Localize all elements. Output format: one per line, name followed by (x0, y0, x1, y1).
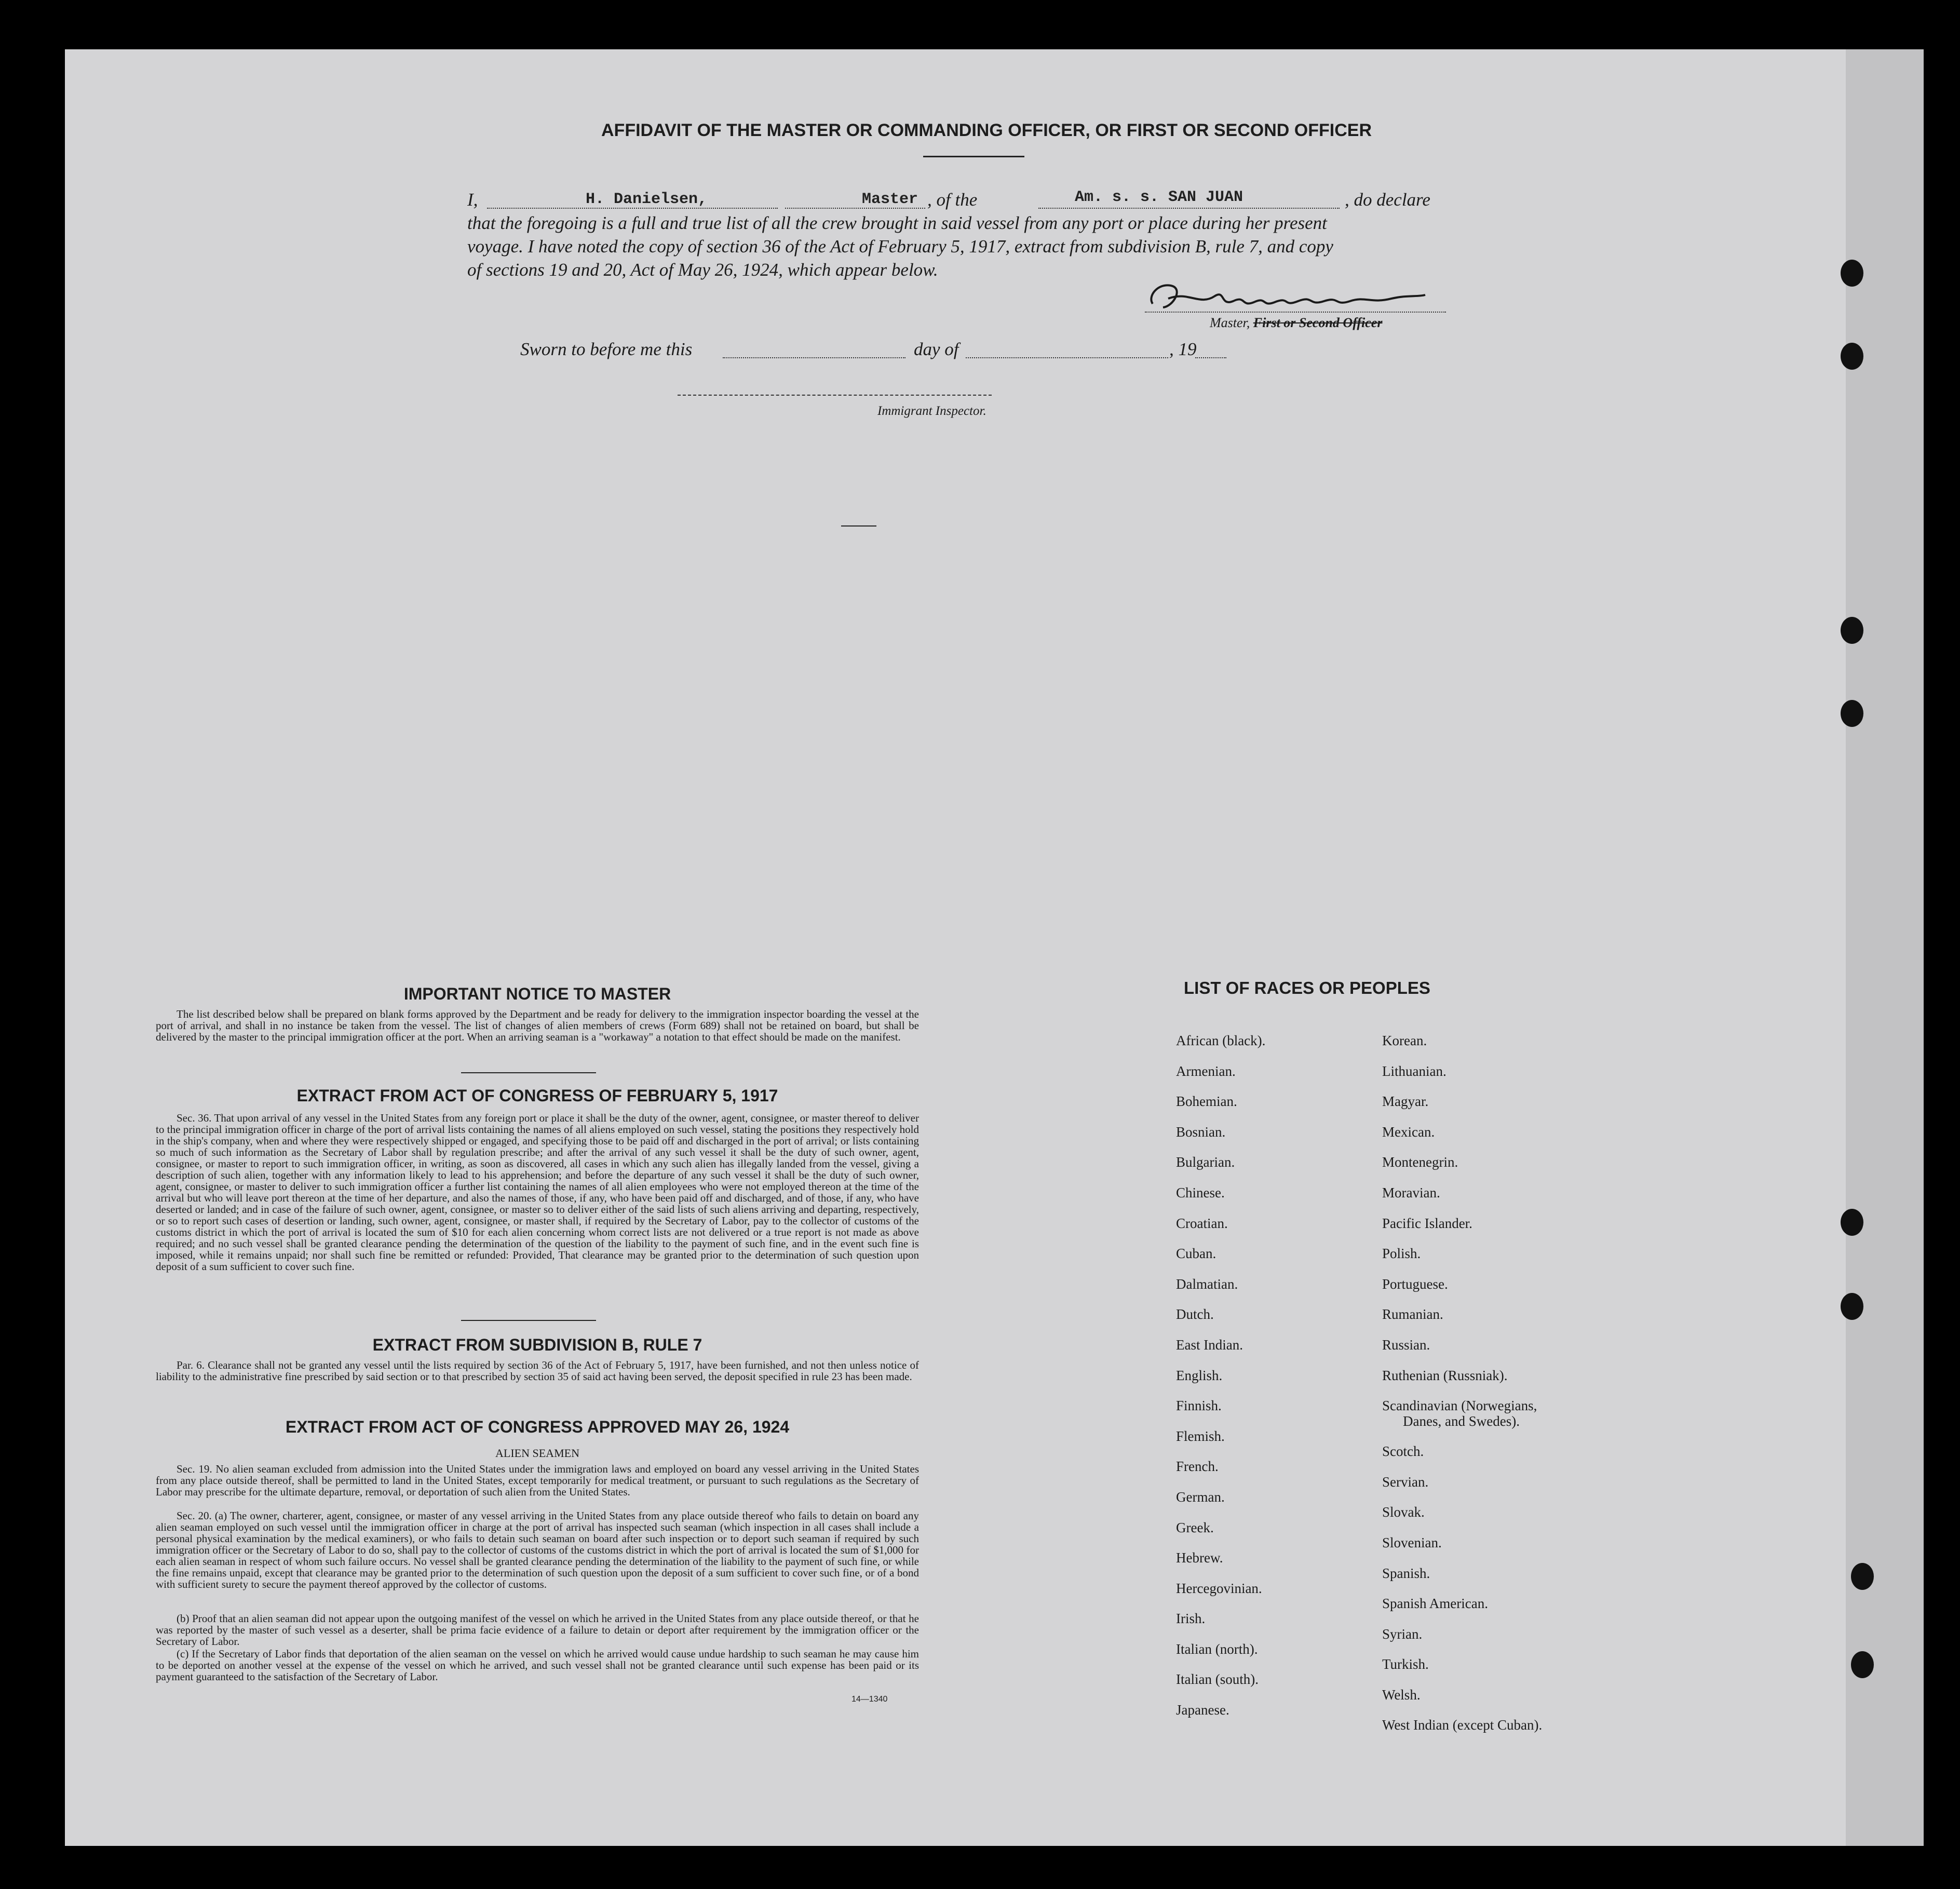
alien-seamen-subtitle: ALIEN SEAMEN (495, 1447, 579, 1460)
race-item: Rumanian. (1382, 1306, 1443, 1323)
year-prefix-label: , 19 (1169, 339, 1197, 359)
master-caption: Master, (1210, 315, 1250, 330)
race-item: Scotch. (1382, 1443, 1424, 1460)
extract-1917-title: EXTRACT FROM ACT OF CONGRESS OF FEBRUARY 5, 1917 (296, 1086, 778, 1105)
race-item: West Indian (except Cuban). (1382, 1717, 1543, 1733)
extract-1917-body: Sec. 36. That upon arrival of any vessel in the United States from any foreign port or place it shall be the duty of the owner, agent, consignee, or master thereof to deliver to the principal immigration officer in charge of the port of arrival lists containing the names of all aliens employed on such vessel, stating the positions they respectively hold in the ship's company, when and where they were respectively shipped or engaged, and specifying those to be paid off and discharged in the port of arrival; or lists containing so much of such information as the Secretary of Labor shall by regulation prescribe; and after the arrival of any such vessel it shall be the duty of such owner, agent, consignee, or master to report to such immigration officer, in writing, as soon as discovered, all cases in which any such alien has illegally landed from the vessel, giving a description of such alien, together with any information likely to lead to his apprehension; and before the departure of any such vessel it shall be the duty of such owner, agent, consignee, or master to deliver to such immigration officer a further list containing the names of all alien employees who were not employed thereon at the time of the arrival but who will leave port thereon at the time of her departure, and also the names of those, if any, who have been paid off and discharged, and of those, if any, who have deserted or landed; and in case of the failure of such owner, agent, consignee, or master so to deliver either of the said lists of such aliens arriving and departing, respectively, or so to report such cases of desertion or landing, such owner, agent, consignee, or master shall, if required by the Secretary of Labor, pay to the collector of customs of the customs district in which the port of arrival is located the sum of $10 for each alien concerning whom correct lists are not delivered or a true report is not made as above required; and no such vessel shall be granted clearance pending the determination of the question of the liability to the payment of such fine, and in the event such fine is imposed, while it remains unpaid; nor shall such fine be remitted or refunded: Provided, That clearance may be granted prior to the determination of such question upon deposit of a sum sufficient to cover such fine. (156, 1112, 919, 1273)
race-item: Dutch. (1176, 1306, 1214, 1323)
race-item: East Indian. (1176, 1337, 1243, 1353)
race-item: Flemish. (1176, 1428, 1225, 1444)
binder-hole (1841, 617, 1863, 644)
binder-hole (1851, 1651, 1874, 1678)
race-item: Chinese. (1176, 1184, 1225, 1200)
race-item: Hebrew. (1176, 1550, 1223, 1566)
affidavit-title: AFFIDAVIT OF THE MASTER OR COMMANDING OFFICER, OR FIRST OR SECOND OFFICER (601, 120, 1372, 140)
race-item: Bulgarian. (1176, 1154, 1235, 1170)
race-item: Hercegovinian. (1176, 1580, 1262, 1596)
race-item: Slovenian. (1382, 1534, 1442, 1550)
race-item: Finnish. (1176, 1398, 1222, 1414)
race-item: French. (1176, 1459, 1219, 1475)
race-item: African (black). (1176, 1033, 1266, 1048)
race-item: Lithuanian. (1382, 1063, 1447, 1079)
race-item: English. (1176, 1367, 1223, 1383)
signature-line (1145, 312, 1446, 313)
of-the-label: , of the (927, 190, 978, 210)
race-item: Mexican. (1382, 1124, 1435, 1140)
inspector-line (678, 395, 992, 396)
affidavit-line-2: that the foregoing is a full and true list of all the crew brought in said vessel from any port or place during her present (467, 213, 1327, 233)
notice-body: The list described below shall be prepared on blank forms approved by the Department and be ready for delivery to the immigration inspector boarding the vessel at the port of arrival, and shall in no instance be taken from the vessel. The list of changes of alien members of crews (Form 689) shall not be retained on board, but shall be delivered by the master to the principal immigration officer at the port. When an arriving seaman is a "workaway" a notation to that effect should be made on the manifest. (156, 1008, 919, 1043)
short-rule (841, 525, 876, 527)
race-item: Italian (south). (1176, 1671, 1259, 1688)
race-item: Slovak. (1382, 1504, 1425, 1520)
race-item: Greek. (1176, 1519, 1214, 1535)
race-item: Croatian. (1176, 1215, 1228, 1231)
race-item: Spanish American. (1382, 1596, 1488, 1612)
affidavit-line-4: of sections 19 and 20, Act of May 26, 1924, which appear below. (467, 260, 938, 280)
race-item: Ruthenian (Russniak). (1382, 1367, 1508, 1383)
race-item: Bosnian. (1176, 1124, 1226, 1140)
race-item: Bohemian. (1176, 1094, 1237, 1110)
race-item: Cuban. (1176, 1246, 1216, 1262)
affidavit-line-3: voyage. I have noted the copy of section 36 of the Act of February 5, 1917, extract from subdivision B, rule 7, and copy (467, 236, 1333, 257)
subdivision-body: Par. 6. Clearance shall not be granted any vessel until the lists required by section 36 of the Act of February 5, 1917, have been furnished, and not then unless notice of liability to the administrative fine prescribed by said section or to that prescribed by section 35 of said act having been served, the deposit specified in rule 23 has been made. (156, 1359, 919, 1383)
race-item: Pacific Islander. (1382, 1215, 1472, 1231)
race-item: Italian (north). (1176, 1641, 1258, 1657)
races-column-2 (1382, 1026, 1542, 1740)
master-signature (1142, 275, 1433, 317)
binder-hole (1841, 700, 1863, 727)
rank-value: Master (862, 191, 918, 208)
race-item: Welsh. (1382, 1686, 1421, 1703)
binder-hole (1841, 1209, 1863, 1236)
sec-20b-body: (b) Proof that an alien seaman did not appear upon the outgoing manifest of the vessel on which he arrived in the United States from any place outside thereof, or that he was reported by the master of such vessel as a deserter, shall be prima facie evidence of a failure to detain or deport after requirement by the immigration officer or the Secretary of Labor. (156, 1612, 919, 1648)
race-item: Irish. (1176, 1611, 1206, 1627)
binder-hole (1841, 260, 1863, 287)
sworn-day-line (723, 357, 905, 358)
section-rule (461, 1320, 596, 1321)
race-item: Moravian. (1382, 1184, 1440, 1200)
race-item: Russian. (1382, 1337, 1430, 1353)
affidavit-line-1 (467, 188, 1485, 211)
race-item: Servian. (1382, 1474, 1429, 1490)
signature-caption (1210, 315, 1382, 331)
affidavit-i-label: I, (467, 190, 478, 210)
vessel-value: Am. s. s. SAN JUAN (1075, 188, 1243, 206)
race-item: Danes, and Swedes). (1403, 1413, 1520, 1429)
race-item: Dalmatian. (1176, 1276, 1238, 1292)
sworn-month-line (966, 357, 1168, 358)
form-number: 14—1340 (851, 1695, 888, 1704)
sec-20a-body: Sec. 20. (a) The owner, charterer, agent, consignee, or master of any vessel arriving in the United States from any place outside thereof who fails to detain on board any alien seaman employed on such vessel until the immigration officer in charge at the port of arrival has inspected such seaman (which inspection in all cases shall include a personal physical examination by the medical examiners), or who fails to detain such seaman on board after such inspection or to deport such seaman if required by such immigration officer or the Secretary of Labor to do so, shall pay to the collector of customs of the customs district in which the port of arrival is located the sum of $1,000 for each alien seaman in respect of whom such failure occurs. No vessel shall be granted clearance pending the determination of the liability to the payment of such fine, or while the fine remains unpaid, except that clearance may be granted prior to the determination of such question upon the deposit of a sum sufficient to cover such fine, or of a bond with sufficient surety to secure the payment thereof approved by the collector of customs. (156, 1509, 919, 1590)
race-item: Korean. (1382, 1033, 1427, 1048)
binder-hole (1841, 1293, 1863, 1320)
sworn-year-line (1195, 357, 1226, 358)
sec-20c-body: (c) If the Secretary of Labor finds that deportation of the alien seaman on the vessel on which he arrived would cause undue hardship to such seaman he may cause him to be deported on another vessel at the expense of the vessel on which he arrived, and such vessel shall not be granted clearance until such expense has been paid or its payment guaranteed to the satisfaction of the Secretary of Labor. (156, 1648, 919, 1683)
race-item: Japanese. (1176, 1702, 1229, 1718)
title-rule (923, 156, 1024, 157)
race-item: Syrian. (1382, 1626, 1423, 1642)
race-item: Polish. (1382, 1246, 1421, 1262)
extract-1924-title: EXTRACT FROM ACT OF CONGRESS APPROVED MAY 26, 1924 (285, 1418, 790, 1436)
sworn-label: Sworn to before me this (520, 339, 693, 359)
races-title: LIST OF RACES OR PEOPLES (1184, 978, 1430, 997)
races-column-1 (1176, 1026, 1265, 1725)
day-of-label: day of (914, 339, 959, 359)
race-item: Montenegrin. (1382, 1154, 1458, 1170)
subdivision-title: EXTRACT FROM SUBDIVISION B, RULE 7 (372, 1335, 702, 1354)
do-declare-label: , do declare (1345, 190, 1430, 210)
race-item: Armenian. (1176, 1063, 1236, 1079)
struck-officer-caption: First or Second Officer (1253, 315, 1383, 330)
notice-title: IMPORTANT NOTICE TO MASTER (403, 984, 671, 1003)
sworn-line (520, 338, 1538, 361)
binder-hole (1841, 343, 1863, 370)
section-rule (461, 1072, 596, 1073)
master-name-value: H. Danielsen, (586, 191, 708, 208)
race-item: Scandinavian (Norwegians, (1382, 1398, 1537, 1414)
race-item: Magyar. (1382, 1094, 1429, 1110)
race-item: Spanish. (1382, 1565, 1430, 1581)
race-item: Portuguese. (1382, 1276, 1448, 1292)
race-item: Turkish. (1382, 1656, 1429, 1672)
inspector-caption: Immigrant Inspector. (877, 404, 986, 418)
race-item: German. (1176, 1489, 1225, 1505)
binder-hole (1851, 1563, 1874, 1590)
sec-19-body: Sec. 19. No alien seaman excluded from admission into the United States under the immigration laws and employed on board any vessel arriving in the United States from any place outside thereof, shall be permitted to land in the United States, except temporarily for medical treatment, or pursuant to such regulations as the Secretary of Labor may prescribe for the ultimate departure, removal, or deportation of such alien from the United States. (156, 1463, 919, 1498)
